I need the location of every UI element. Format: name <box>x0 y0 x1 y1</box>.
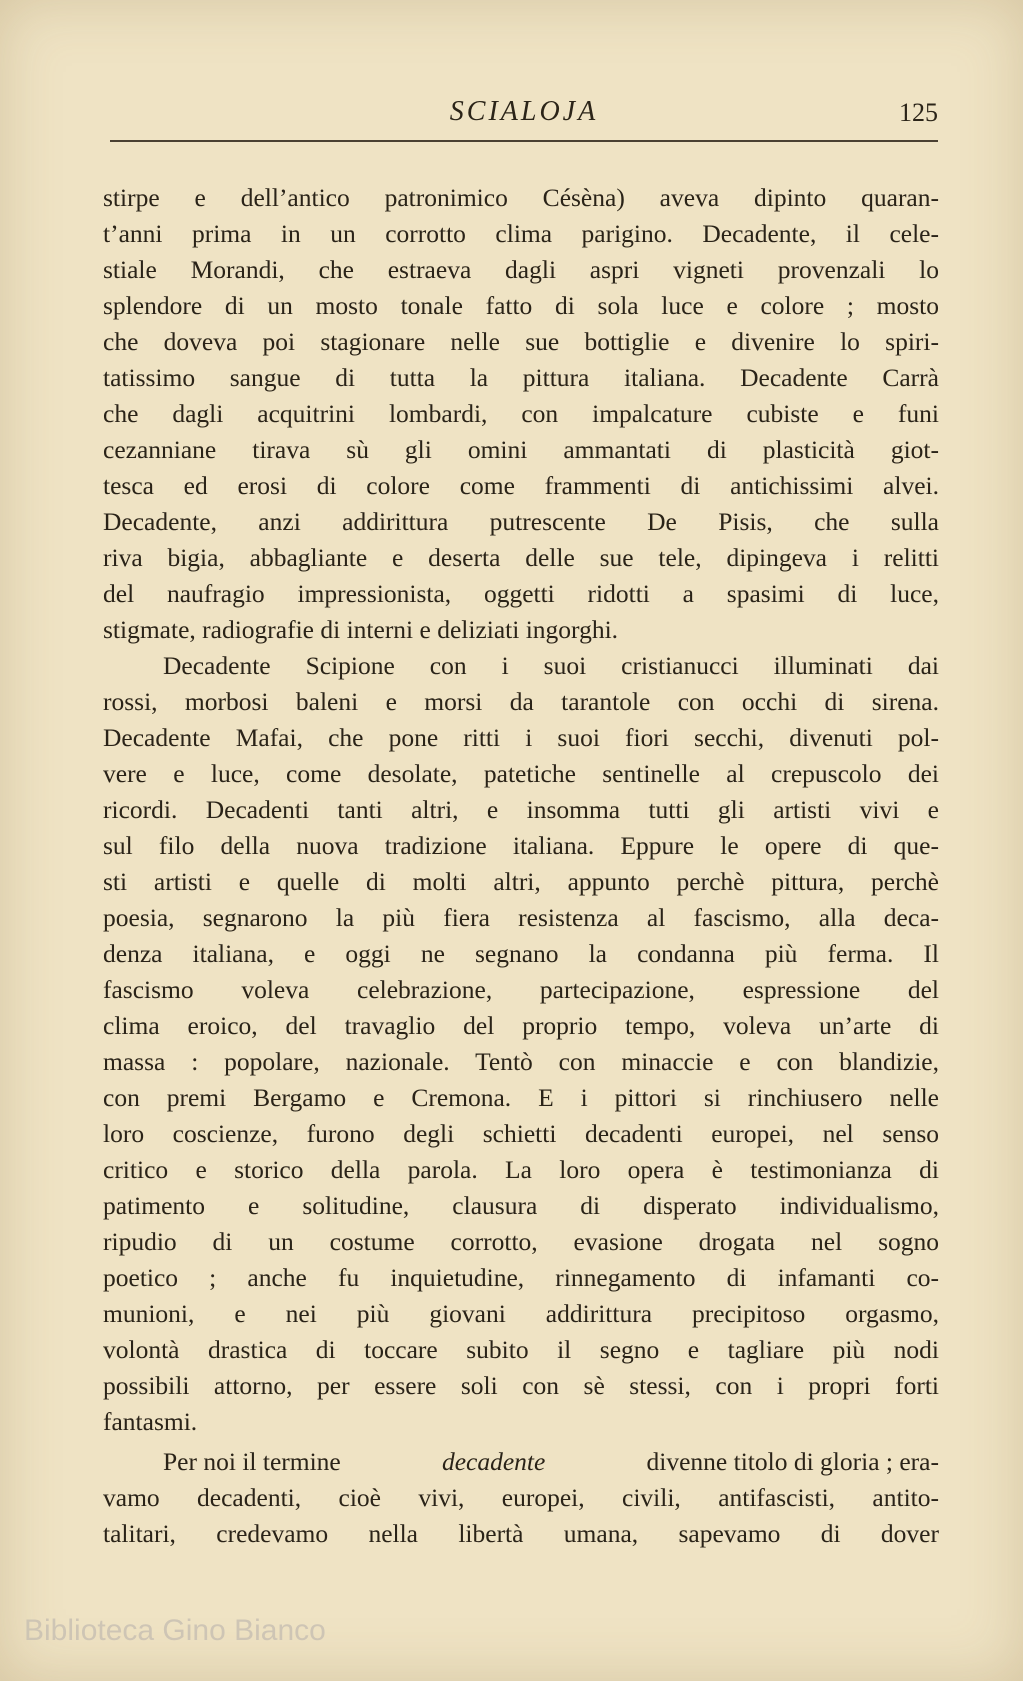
text-line: poesia, segnarono la più fiera resistenza al fascismo, alla deca- <box>103 903 939 932</box>
text-line: riva bigia, abbagliante e deserta delle sue tele, dipingeva i relitti <box>103 543 939 572</box>
text-line: che doveva poi stagionare nelle sue bottiglie e divenire lo spiri- <box>103 327 939 356</box>
text-line: volontà drastica di toccare subito il segno e tagliare più nodi <box>103 1335 939 1364</box>
text-line: stigmate, radiografie di interni e deliziati ingorghi. <box>103 615 619 644</box>
header-rule <box>110 140 938 142</box>
text-line: ricordi. Decadenti tanti altri, e insomma tutti gli artisti vivi e <box>103 795 939 824</box>
text-line: Decadente Mafai, che pone ritti i suoi fiori secchi, divenuti pol- <box>103 723 939 752</box>
text-line: rossi, morbosi baleni e morsi da tarantole con occhi di sirena. <box>103 687 939 716</box>
text-line: fantasmi. <box>103 1407 198 1436</box>
text-line: loro coscienze, furono degli schietti decadenti europei, nel senso <box>103 1119 939 1148</box>
emphasized-term: decadente <box>441 1447 546 1476</box>
text-line: stiale Morandi, che estraeva dagli aspri vigneti provenzali lo <box>103 255 939 284</box>
text-line: patimento e solitudine, clausura di disperato individualismo, <box>103 1191 939 1220</box>
text-line: massa : popolare, nazionale. Tentò con minaccie e con blandizie, <box>103 1047 939 1076</box>
text-fragment: Per noi il termine <box>163 1447 348 1476</box>
page-number: 125 <box>899 98 938 127</box>
text-line: poetico ; anche fu inquietudine, rinnegamento di infamanti co- <box>103 1263 939 1292</box>
text-line: Decadente Scipione con i suoi cristianucci illuminati dai <box>163 651 939 680</box>
text-line: cezanniane tirava sù gli omini ammantati di plasticità giot- <box>103 435 939 464</box>
text-line: fascismo voleva celebrazione, partecipazione, espressione del <box>103 975 939 1004</box>
text-line: denza italiana, e oggi ne segnano la condanna più ferma. Il <box>103 939 939 968</box>
text-line: t’anni prima in un corrotto clima parigino. Decadente, il cele- <box>103 219 939 248</box>
library-watermark: Biblioteca Gino Bianco <box>24 1614 326 1647</box>
text-body <box>103 180 939 1552</box>
text-fragment: divenne titolo di gloria ; era- <box>640 1447 939 1476</box>
text-line: tesca ed erosi di colore come frammenti di antichissimi alvei. <box>103 471 939 500</box>
text-line: talitari, credevamo nella libertà umana, sapevamo di dover <box>103 1519 939 1548</box>
text-line: possibili attorno, per essere soli con sè stessi, con i propri forti <box>103 1371 939 1400</box>
text-line: del naufragio impressionista, oggetti ridotti a spasimi di luce, <box>103 579 939 608</box>
text-line: vere e luce, come desolate, patetiche sentinelle al crepuscolo dei <box>103 759 939 788</box>
text-line: sul filo della nuova tradizione italiana. Eppure le opere di que- <box>103 831 939 860</box>
text-line: Decadente, anzi addirittura putrescente De Pisis, che sulla <box>103 507 939 536</box>
text-line: clima eroico, del travaglio del proprio tempo, voleva un’arte di <box>103 1011 939 1040</box>
text-line: tatissimo sangue di tutta la pittura italiana. Decadente Carrà <box>103 363 939 392</box>
text-line: vamo decadenti, cioè vivi, europei, civili, antifascisti, antito- <box>103 1483 939 1512</box>
text-line: splendore di un mosto tonale fatto di sola luce e colore ; mosto <box>103 291 939 320</box>
text-line: munioni, e nei più giovani addirittura precipitoso orgasmo, <box>103 1299 939 1328</box>
text-line: sti artisti e quelle di molti altri, appunto perchè pittura, perchè <box>103 867 939 896</box>
text-line: che dagli acquitrini lombardi, con impalcature cubiste e funi <box>103 399 939 428</box>
text-line: stirpe e dell’antico patronimico Césèna) aveva dipinto quaran- <box>103 183 939 212</box>
running-title: SCIALOJA <box>449 96 599 127</box>
text-line: con premi Bergamo e Cremona. E i pittori si rinchiusero nelle <box>103 1083 939 1112</box>
text-line: ripudio di un costume corrotto, evasione drogata nel sogno <box>103 1227 939 1256</box>
text-line-with-emphasis <box>103 1444 939 1480</box>
text-line: critico e storico della parola. La loro opera è testimonianza di <box>103 1155 939 1184</box>
running-head <box>110 92 938 132</box>
